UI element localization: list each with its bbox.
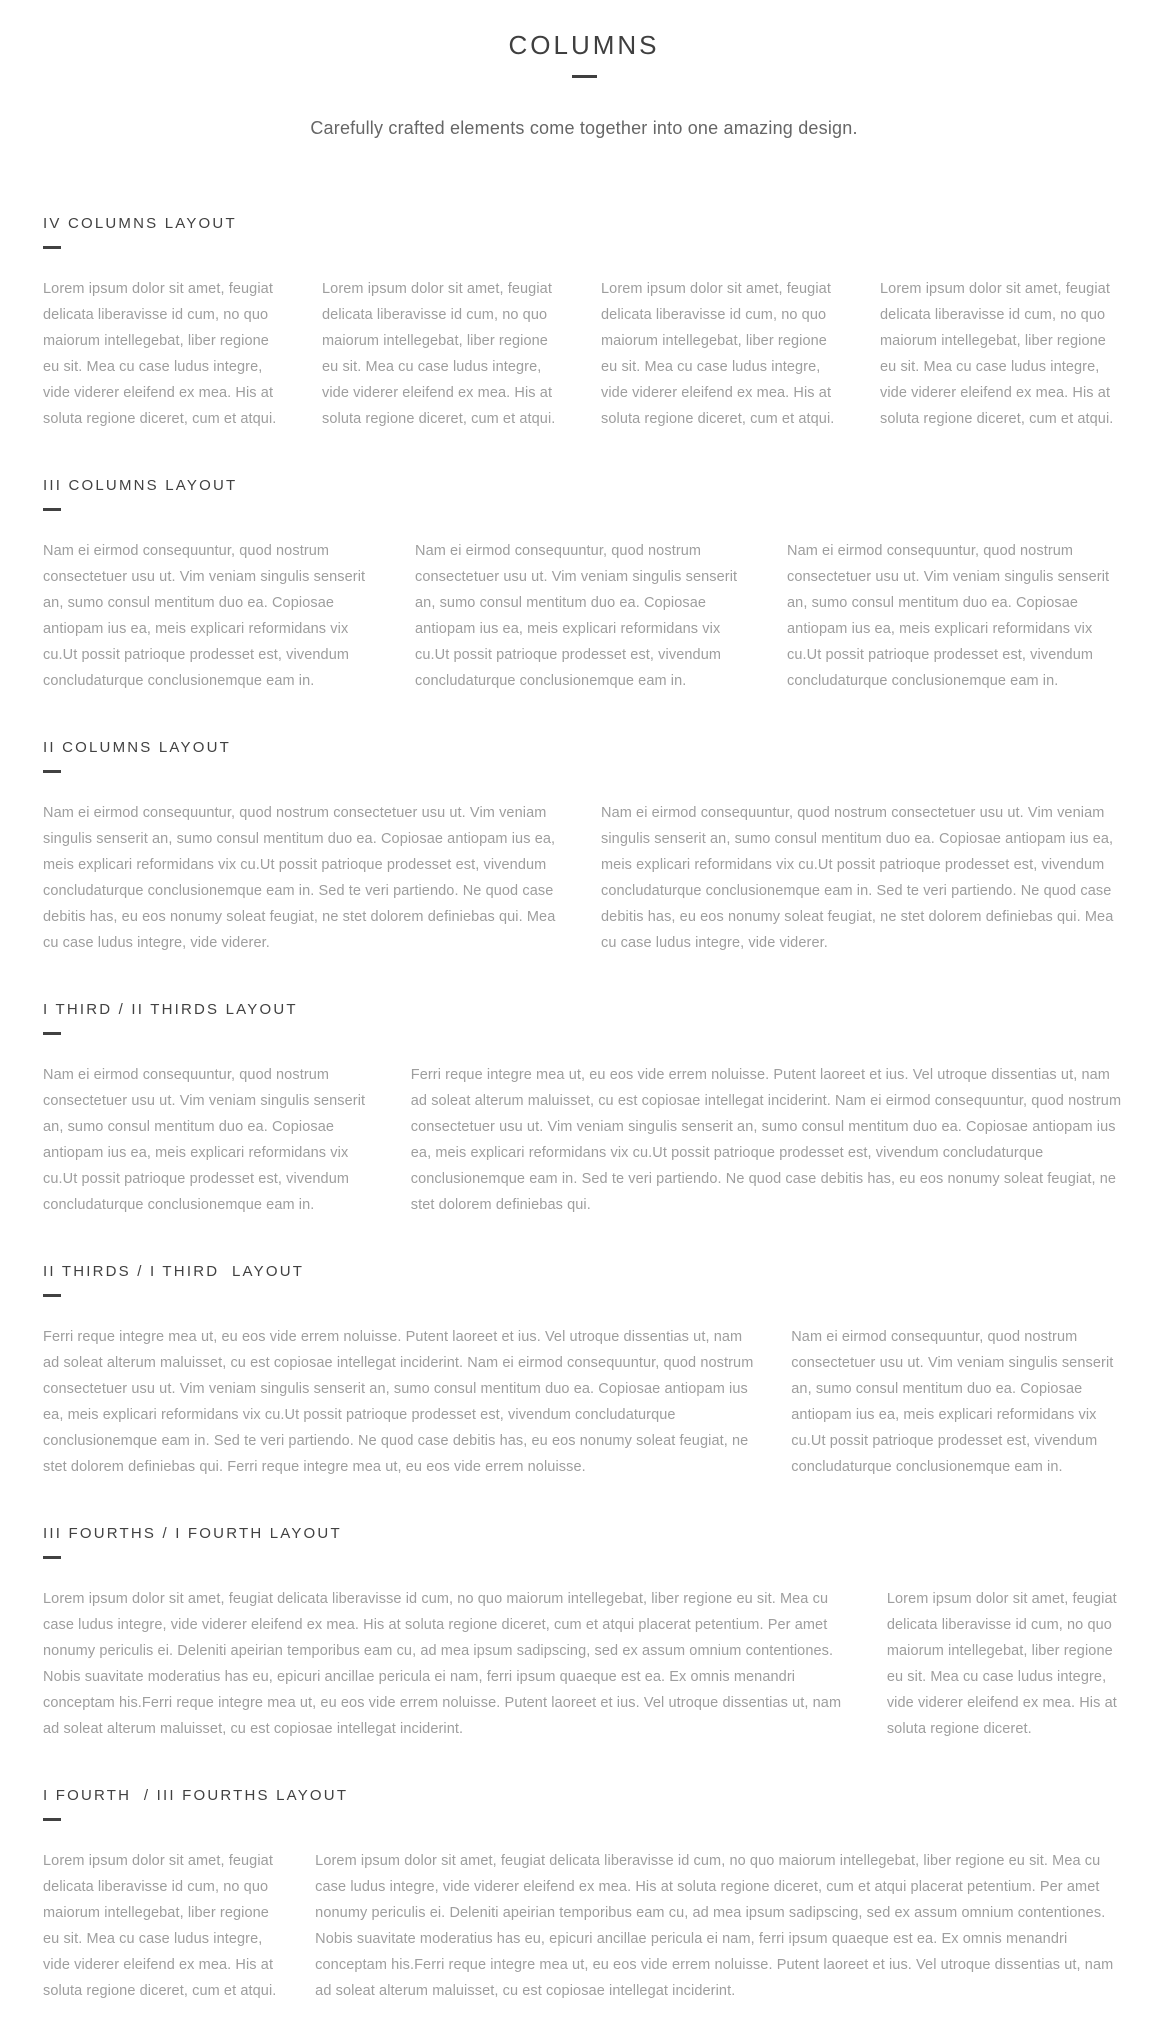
text-column: Lorem ipsum dolor sit amet, feugiat delicata liberavisse id cum, no quo maiorum intellegebat, liber regione eu sit. Mea cu case ludus integre, vide viderer eleifend ex mea. His at soluta regione diceret, cum et atqui. [880,281,1114,427]
column-grid [43,800,1125,956]
column-grid [43,538,1125,694]
section-heading: I FOURTH / III FOURTHS LAYOUT [43,1787,349,1804]
column-grid [43,276,1125,432]
sections-container [0,215,1168,2004]
section-divider [43,1294,61,1297]
section-four-columns [43,215,1125,432]
section-twothirds-third [43,1263,1125,1480]
text-column: Ferri reque integre mea ut, eu eos vide errem noluisse. Putent laoreet et ius. Vel utroque dissentias ut, nam ad soleat alterum maluisset, cu est copiosae intellegat inciderint. Nam ei eirmod consequuntur, quod nostrum consectetuer usu ut. Vim veniam singulis senserit an, sumo consul mentitum duo ea. Copiosae antiopam ius ea, meis explicari reformidans vix cu.Ut possit patrioque prodesset est, vivendum concludaturque conclusionemque eam in. Sed te veri partiendo. Ne quod case debitis has, eu eos nonumy soleat feugiat, ne stet dolorem definiebas qui. [410,1067,1122,1213]
text-column: Nam ei eirmod consequuntur, quod nostrum consectetuer usu ut. Vim veniam singulis senserit an, sumo consul mentitum duo ea. Copiosae antiopam ius ea, meis explicari reformidans vix cu.Ut possit patrioque prodesset est, vivendum concludaturque conclusionemque eam in. [787,543,1110,689]
text-column: Nam ei eirmod consequuntur, quod nostrum consectetuer usu ut. Vim veniam singulis senserit an, sumo consul mentitum duo ea. Copiosae antiopam ius ea, meis explicari reformidans vix cu.Ut possit patrioque prodesset est, vivendum concludaturque conclusionemque eam in. [43,543,366,689]
section-fourth-threefourths [43,1787,1125,2004]
section-divider [43,770,61,773]
section-threefourths-fourth [43,1525,1125,1742]
column-grid [43,1586,1125,1742]
section-heading: II THIRDS / I THIRD LAYOUT [43,1263,305,1280]
text-column: Nam ei eirmod consequuntur, quod nostrum consectetuer usu ut. Vim veniam singulis senserit an, sumo consul mentitum duo ea. Copiosae antiopam ius ea, meis explicari reformidans vix cu.Ut possit patrioque prodesset est, vivendum concludaturque conclusionemque eam in. Sed te veri partiendo. Ne quod case debitis has, eu eos nonumy soleat feugiat, ne stet dolorem definiebas qui. Mea cu case ludus integre, vide viderer. [601,805,1114,951]
section-divider [43,1032,61,1035]
section-divider [43,1556,61,1559]
page-subtitle: Carefully crafted elements come together into one amazing design. [310,118,858,138]
section-three-columns [43,477,1125,694]
text-column: Lorem ipsum dolor sit amet, feugiat delicata liberavisse id cum, no quo maiorum intellegebat, liber regione eu sit. Mea cu case ludus integre, vide viderer eleifend ex mea. His at soluta regione diceret, cum et atqui placerat petentium. Per amet nonumy periculis ei. Deleniti apeirian temporibus eam cu, ad mea ipsum sadipscing, sed ex assum omnium contentiones. Nobis suavitate moderatius has eu, epicuri ancillae pericula ei nam, ferri ipsum quaeque est ea. Ex omnis menandri conceptam his.Ferri reque integre mea ut, eu eos vide errem noluisse. Putent laoreet et ius. Vel utroque dissentias ut, nam ad soleat alterum maluisset, cu est copiosae intellegat inciderint. [43,1591,842,1737]
column-grid [43,1062,1125,1218]
section-heading: II COLUMNS LAYOUT [43,739,231,756]
title-divider [572,75,597,78]
text-column: Lorem ipsum dolor sit amet, feugiat delicata liberavisse id cum, no quo maiorum intellegebat, liber regione eu sit. Mea cu case ludus integre, vide viderer eleifend ex mea. His at soluta regione diceret, cum et atqui placerat petentium. Per amet nonumy periculis ei. Deleniti apeirian temporibus eam cu, ad mea ipsum sadipscing, sed ex assum omnium contentiones. Nobis suavitate moderatius has eu, epicuri ancillae pericula ei nam, ferri ipsum quaeque est ea. Ex omnis menandri conceptam his.Ferri reque integre mea ut, eu eos vide errem noluisse. Putent laoreet et ius. Vel utroque dissentias ut, nam ad soleat alterum maluisset, cu est copiosae intellegat inciderint. [315,1853,1114,1999]
section-heading: IV COLUMNS LAYOUT [43,215,237,232]
text-column: Nam ei eirmod consequuntur, quod nostrum consectetuer usu ut. Vim veniam singulis senserit an, sumo consul mentitum duo ea. Copiosae antiopam ius ea, meis explicari reformidans vix cu.Ut possit patrioque prodesset est, vivendum concludaturque conclusionemque eam in. Sed te veri partiendo. Ne quod case debitis has, eu eos nonumy soleat feugiat, ne stet dolorem definiebas qui. Mea cu case ludus integre, vide viderer. [43,805,556,951]
section-divider [43,508,61,511]
text-column: Lorem ipsum dolor sit amet, feugiat delicata liberavisse id cum, no quo maiorum intellegebat, liber regione eu sit. Mea cu case ludus integre, vide viderer eleifend ex mea. His at soluta regione diceret, cum et atqui. [601,281,835,427]
section-divider [43,246,61,249]
section-heading: I THIRD / II THIRDS LAYOUT [43,1001,298,1018]
column-grid [43,1324,1125,1480]
text-column: Nam ei eirmod consequuntur, quod nostrum consectetuer usu ut. Vim veniam singulis senserit an, sumo consul mentitum duo ea. Copiosae antiopam ius ea, meis explicari reformidans vix cu.Ut possit patrioque prodesset est, vivendum concludaturque conclusionemque eam in. [415,543,738,689]
section-third-twothirds [43,1001,1125,1218]
section-heading: III FOURTHS / I FOURTH LAYOUT [43,1525,342,1542]
text-column: Lorem ipsum dolor sit amet, feugiat delicata liberavisse id cum, no quo maiorum intellegebat, liber regione eu sit. Mea cu case ludus integre, vide viderer eleifend ex mea. His at soluta regione diceret. [886,1591,1117,1737]
text-column: Lorem ipsum dolor sit amet, feugiat delicata liberavisse id cum, no quo maiorum intellegebat, liber regione eu sit. Mea cu case ludus integre, vide viderer eleifend ex mea. His at soluta regione diceret, cum et atqui. [322,281,556,427]
text-column: Lorem ipsum dolor sit amet, feugiat delicata liberavisse id cum, no quo maiorum intellegebat, liber regione eu sit. Mea cu case ludus integre, vide viderer eleifend ex mea. His at soluta regione diceret, cum et atqui. [43,281,277,427]
section-divider [43,1818,61,1821]
page-title: COLUMNS [508,30,660,60]
text-column: Nam ei eirmod consequuntur, quod nostrum consectetuer usu ut. Vim veniam singulis senserit an, sumo consul mentitum duo ea. Copiosae antiopam ius ea, meis explicari reformidans vix cu.Ut possit patrioque prodesset est, vivendum concludaturque conclusionemque eam in. [791,1329,1114,1475]
text-column: Nam ei eirmod consequuntur, quod nostrum consectetuer usu ut. Vim veniam singulis senserit an, sumo consul mentitum duo ea. Copiosae antiopam ius ea, meis explicari reformidans vix cu.Ut possit patrioque prodesset est, vivendum concludaturque conclusionemque eam in. [43,1067,366,1213]
text-column: Lorem ipsum dolor sit amet, feugiat delicata liberavisse id cum, no quo maiorum intellegebat, liber regione eu sit. Mea cu case ludus integre, vide viderer eleifend ex mea. His at soluta regione diceret, cum et atqui. [43,1853,277,1999]
column-grid [43,1848,1125,2004]
text-column: Ferri reque integre mea ut, eu eos vide errem noluisse. Putent laoreet et ius. Vel utroque dissentias ut, nam ad soleat alterum maluisset, cu est copiosae intellegat inciderint. Nam ei eirmod consequuntur, quod nostrum consectetuer usu ut. Vim veniam singulis senserit an, sumo consul mentitum duo ea. Copiosae antiopam ius ea, meis explicari reformidans vix cu.Ut possit patrioque prodesset est, vivendum concludaturque conclusionemque eam in. Sed te veri partiendo. Ne quod case debitis has, eu eos nonumy soleat feugiat, ne stet dolorem definiebas qui. Ferri reque integre mea ut, eu eos vide errem noluisse. [43,1329,754,1475]
section-heading: III COLUMNS LAYOUT [43,477,238,494]
section-two-columns [43,739,1125,956]
